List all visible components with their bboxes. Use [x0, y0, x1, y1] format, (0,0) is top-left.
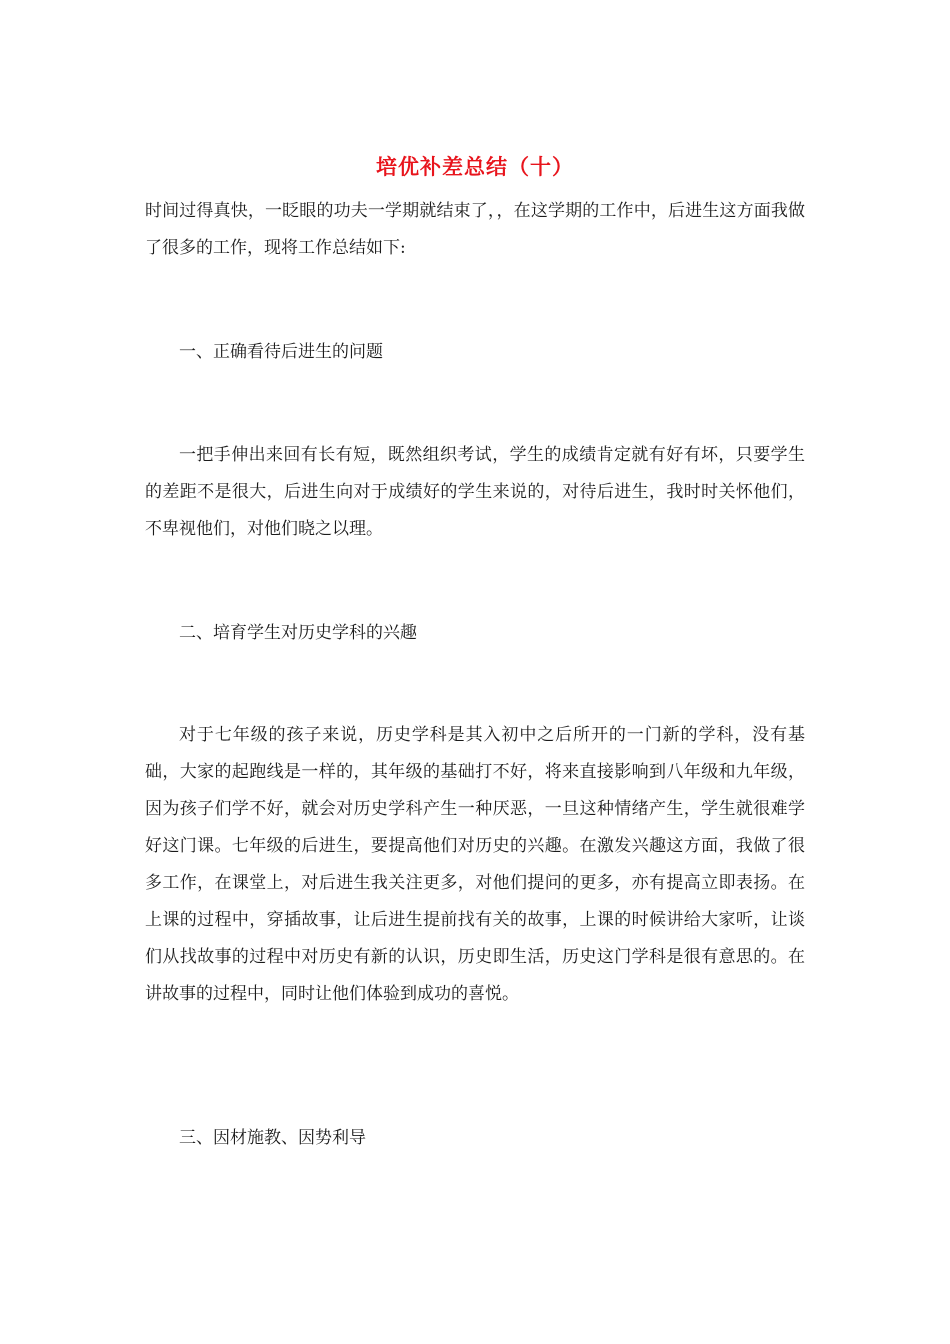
- section-heading-3: 三、因材施教、因势利导: [179, 1128, 366, 1148]
- section-heading-2: 二、培育学生对历史学科的兴趣: [179, 623, 417, 643]
- intro-paragraph: 时间过得真快，一眨眼的功夫一学期就结束了，，在这学期的工作中，后进生这方面我做了很多的工作，现将工作总结如下:: [145, 201, 805, 258]
- section-body-1: 一把手伸出来回有长有短，既然组织考试，学生的成绩肯定就有好有坏，只要学生的差距不是很大，后进生向对于成绩好的学生来说的，对待后进生，我时时关怀他们，不卑视他们，对他们晓之以理。: [145, 445, 805, 539]
- section-body-2: 对于七年级的孩子来说，历史学科是其入初中之后所开的一门新的学科，没有基础，大家的起跑线是一样的，其年级的基础打不好，将来直接影响到八年级和九年级，因为孩子们学不好，就会对历史学科产生一种厌恶，一旦这种情绪产生，学生就很难学好这门课。七年级的后进生，要提高他们对历史的兴趣。在激发兴趣这方面，我做了很多工作，在课堂上，对后进生我关注更多，对他们提问的更多，亦有提高立即表扬。在上课的过程中，穿插故事，让后进生提前找有关的故事，上课的时候讲给大家听，让谈们从找故事的过程中对历史有新的认识，历史即生活，历史这门学科是很有意思的。在讲故事的过程中，同时让他们体验到成功的喜悦。: [145, 725, 805, 1004]
- document-title: 培优补差总结（十）: [376, 154, 574, 179]
- section-heading-1: 一、正确看待后进生的问题: [179, 342, 383, 362]
